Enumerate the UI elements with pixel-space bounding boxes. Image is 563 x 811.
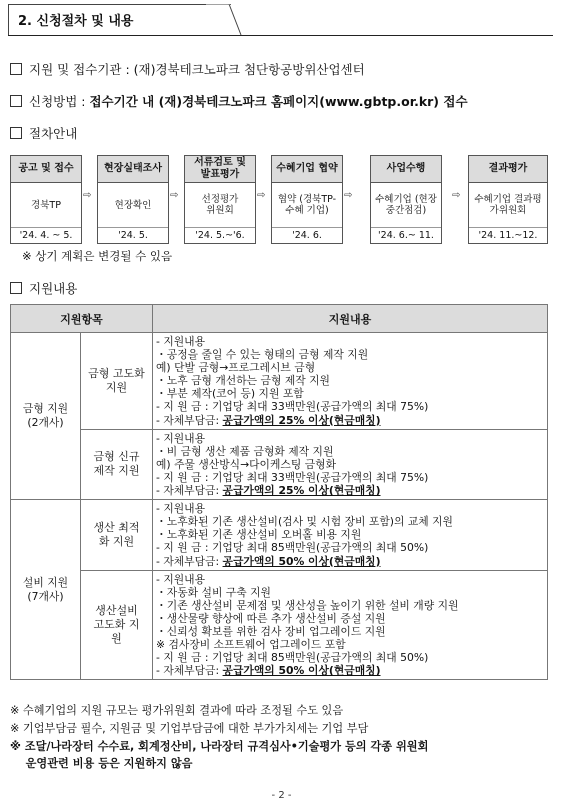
method-label: 신청방법 : <box>29 94 86 109</box>
agency-text: 지원 및 접수기관 : (재)경북테크노파크 첨단항공방위산업센터 <box>29 62 365 77</box>
method-value: 접수기간 내 (재)경북테크노파크 홈페이지(www.gbtp.or.kr) 접수 <box>89 94 468 109</box>
flow-step-6 <box>468 155 548 244</box>
table-row <box>11 570 548 680</box>
self-pay-value: 공급가액의 25% 이상(현금매칭) <box>222 484 381 498</box>
self-pay-value: 공급가액의 50% 이상(현금매칭) <box>222 554 381 568</box>
flow-step-5 <box>370 155 442 244</box>
self-pay-value: 공급가액의 25% 이상(현금매칭) <box>222 413 381 427</box>
content-line: - 지원내용 <box>156 431 206 445</box>
subcategory-label: 금형 고도화 지원 <box>88 366 145 394</box>
flow-step-body: 현장확인 <box>98 183 168 228</box>
content-text: 지원내용 <box>29 281 78 296</box>
flow-arrow-icon: ⇨ <box>83 190 92 201</box>
flow-step-date: '24. 6. <box>292 230 322 241</box>
content-line: ・기존 생산설비 문제점 및 생산성을 높이기 위한 설비 개량 지원 <box>156 598 459 612</box>
content-line: ・신뢰성 확보를 위한 검사 장비 업그레이드 지원 <box>156 624 386 638</box>
table-header-row <box>11 305 548 333</box>
content-line: - 지 원 금 : 기업당 최대 33백만원(공급가액의 최대 75%) <box>156 470 429 484</box>
subcategory-3 <box>81 500 153 570</box>
self-pay-value: 공급가액의 50% 이상(현금매칭) <box>222 664 381 678</box>
checkbox-icon <box>10 282 22 294</box>
content-line: - 지원내용 <box>156 335 206 348</box>
category-count: (2개사) <box>27 416 64 430</box>
subcategory-1 <box>81 333 153 430</box>
content-line: ※ 검사장비 소프트웨어 업그레이드 포함 <box>156 638 346 652</box>
section-underline <box>8 35 553 36</box>
content-line: ・노후화된 기존 생산설비(검사 및 시험 장비 포함)의 교체 지원 <box>156 515 453 529</box>
content-line: - 지원내용 <box>156 572 206 586</box>
subcategory-label: 금형 신규 제작 지원 <box>93 450 140 478</box>
flow-step-body: 수혜기업 (현장중간점검) <box>371 183 441 228</box>
content-line: ・노후화된 기존 생산설비 오버홀 비용 지원 <box>156 528 362 542</box>
subcategory-4 <box>81 570 153 680</box>
agency-line <box>10 60 365 78</box>
checkbox-icon <box>10 63 22 75</box>
subcategory-label: 생산 최적화 지원 <box>93 520 140 548</box>
content-cell-3 <box>153 500 548 570</box>
category-count: (7개사) <box>27 589 64 603</box>
category-label: 설비 지원 <box>22 575 69 589</box>
content-cell-4 <box>153 570 548 680</box>
checkbox-icon <box>10 127 22 139</box>
category-equipment <box>11 500 81 680</box>
content-line: 예) 주물 생산방식→다이케스팅 금형화 <box>156 457 337 471</box>
flow-step-body: 수혜기업 결과평가위원회 <box>469 183 547 228</box>
content-line <box>156 484 544 497</box>
flow-step-date: '24. 11.~12. <box>478 230 538 241</box>
content-line: ・자동화 설비 구축 지원 <box>156 585 271 599</box>
content-line <box>156 555 544 568</box>
flow-step-date: '24. 6.~ 11. <box>378 230 434 241</box>
content-line <box>10 279 77 297</box>
content-cell-2 <box>153 429 548 499</box>
content-line: ・부분 제작(코어 등) 지원 포함 <box>156 387 304 401</box>
flow-step-body: 선정평가 위원회 <box>185 183 255 228</box>
table-row <box>11 500 548 570</box>
table-row <box>11 429 548 499</box>
content-line: ・비 금형 생산 제품 금형화 제작 지원 <box>156 444 334 458</box>
flow-step-date: '24. 5.~'6. <box>195 230 245 241</box>
self-pay-label: - 자체부담금: <box>156 664 223 678</box>
section-header-corner <box>206 4 242 36</box>
category-label: 금형 지원 <box>22 402 69 416</box>
content-line: 예) 단발 금형→프로그레시브 금형 <box>156 361 316 375</box>
flow-note: ※ 상기 계획은 변경될 수 있음 <box>22 249 173 263</box>
flow-arrow-icon: ⇨ <box>452 190 461 201</box>
content-line: - 지원내용 <box>156 502 206 516</box>
subcategory-2 <box>81 429 153 499</box>
note-3-cont: 운영관련 비용 등은 지원하지 않음 <box>10 757 193 770</box>
content-line: ・생산물량 향상에 따른 추가 생산설비 증설 지원 <box>156 611 386 625</box>
self-pay-label: - 자체부담금: <box>156 554 223 568</box>
page-number: - 2 - <box>271 790 292 801</box>
header-item: 지원항목 <box>11 305 153 333</box>
procedure-line <box>10 124 77 142</box>
flow-step-4 <box>271 155 343 244</box>
procedure-text: 절차안내 <box>29 126 78 141</box>
flow-step-title: 결과평가 <box>469 156 547 183</box>
content-line <box>156 664 544 677</box>
content-cell-1 <box>153 333 548 430</box>
category-mold <box>11 333 81 500</box>
flow-step-date: '24. 5. <box>118 230 148 241</box>
content-line: ・공정을 줄일 수 있는 형태의 금형 제작 지원 <box>156 348 369 362</box>
flow-step-title: 사업수행 <box>371 156 441 183</box>
note-1: ※ 수혜기업의 지원 규모는 평가위원회 결과에 따라 조정될 수도 있음 <box>10 704 344 717</box>
flow-step-2 <box>97 155 169 244</box>
flow-step-title: 공고 및 접수 <box>11 156 81 183</box>
flow-step-title: 현장실태조사 <box>98 156 168 183</box>
note-2: ※ 기업부담금 필수, 지원금 및 기업부담금에 대한 부가가치세는 기업 부담 <box>10 722 369 735</box>
flow-step-date: '24. 4. ~ 5. <box>19 230 73 241</box>
content-line <box>156 414 544 427</box>
flow-step-3 <box>184 155 256 244</box>
content-line: - 지 원 금 : 기업당 최대 85백만원(공급가액의 최대 50%) <box>156 541 429 555</box>
subcategory-label: 생산설비 고도화 지원 <box>93 603 140 645</box>
note-3: ※ 조달/나라장터 수수료, 회계정산비, 나라장터 규격심사•기술평가 등의 각종 위원회 <box>10 740 429 753</box>
table-row <box>11 333 548 430</box>
flow-step-body: 협약 (경북TP-수혜 기업) <box>272 183 342 228</box>
content-line: ・노후 금형 개선하는 금형 제작 지원 <box>156 374 330 388</box>
self-pay-label: - 자체부담금: <box>156 413 223 427</box>
support-table <box>10 304 548 680</box>
flow-arrow-icon: ⇨ <box>344 190 353 201</box>
flow-arrow-icon: ⇨ <box>257 190 266 201</box>
self-pay-label: - 자체부담금: <box>156 484 223 498</box>
flow-step-1 <box>10 155 82 244</box>
flow-arrow-icon: ⇨ <box>170 190 179 201</box>
content-line: - 지 원 금 : 기업당 최대 85백만원(공급가액의 최대 50%) <box>156 651 429 665</box>
header-content: 지원내용 <box>153 305 548 333</box>
method-line <box>10 92 468 110</box>
flow-step-title: 서류검토 및 발표평가 <box>185 156 255 183</box>
flow-step-body: 경북TP <box>11 183 81 228</box>
checkbox-icon <box>10 95 22 107</box>
content-line: - 지 원 금 : 기업당 최대 33백만원(공급가액의 최대 75%) <box>156 400 429 414</box>
section-title: 2. 신청절차 및 내용 <box>18 14 134 29</box>
flow-step-title: 수혜기업 협약 <box>272 156 342 183</box>
